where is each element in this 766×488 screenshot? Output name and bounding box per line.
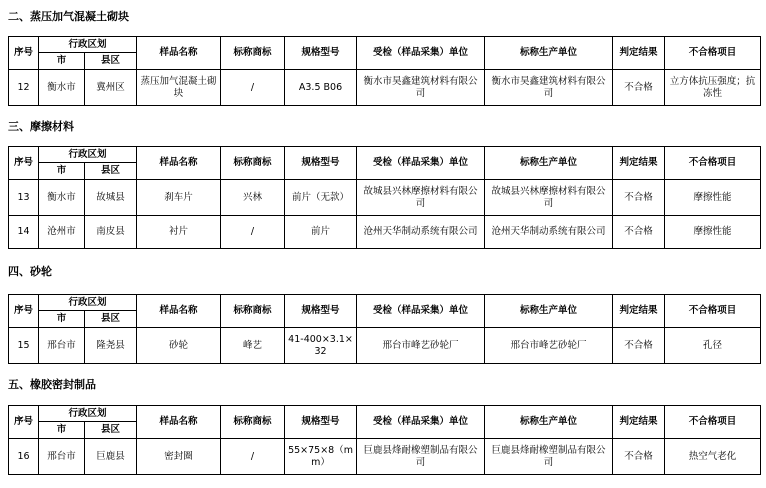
header-failed-item: 不合格项目 (665, 295, 761, 328)
header-county: 县区 (85, 311, 137, 328)
cell-failed-item: 立方体抗压强度；抗冻性 (665, 70, 761, 106)
cell-failed-item: 摩擦性能 (665, 216, 761, 249)
cell-city: 邢台市 (39, 439, 85, 475)
cell-manufacturer: 沧州天华制动系统有限公司 (485, 216, 613, 249)
cell-inspected-unit: 沧州天华制动系统有限公司 (357, 216, 485, 249)
header-failed-item: 不合格项目 (665, 406, 761, 439)
cell-seq: 12 (9, 70, 39, 106)
header-trademark: 标称商标 (221, 147, 285, 180)
cell-sample-name: 衬片 (137, 216, 221, 249)
header-trademark: 标称商标 (221, 37, 285, 70)
results-table (8, 405, 761, 475)
cell-seq: 15 (9, 328, 39, 364)
cell-failed-item: 摩擦性能 (665, 180, 761, 216)
header-city: 市 (39, 163, 85, 180)
cell-inspected-unit: 邢台市峰艺砂轮厂 (357, 328, 485, 364)
header-sample-name: 样品名称 (137, 37, 221, 70)
header-inspected-unit: 受检（样品采集）单位 (357, 295, 485, 328)
cell-city: 衡水市 (39, 180, 85, 216)
header-sample-name: 样品名称 (137, 406, 221, 439)
results-table (8, 294, 761, 364)
cell-trademark: / (221, 70, 285, 106)
header-trademark: 标称商标 (221, 406, 285, 439)
cell-county: 冀州区 (85, 70, 137, 106)
cell-judgment: 不合格 (613, 180, 665, 216)
cell-judgment: 不合格 (613, 328, 665, 364)
header-judgment: 判定结果 (613, 147, 665, 180)
results-table (8, 36, 761, 106)
cell-sample-name: 砂轮 (137, 328, 221, 364)
section-title: 四、砂轮 (8, 265, 52, 278)
table-row (9, 328, 761, 364)
cell-judgment: 不合格 (613, 439, 665, 475)
header-sample-name: 样品名称 (137, 295, 221, 328)
header-inspected-unit: 受检（样品采集）单位 (357, 147, 485, 180)
header-seq: 序号 (9, 295, 39, 328)
header-manufacturer: 标称生产单位 (485, 295, 613, 328)
header-failed-item: 不合格项目 (665, 147, 761, 180)
cell-manufacturer: 巨鹿县烽耐橡塑制品有限公司 (485, 439, 613, 475)
cell-county: 故城县 (85, 180, 137, 216)
cell-seq: 16 (9, 439, 39, 475)
header-region: 行政区划 (39, 37, 137, 53)
cell-judgment: 不合格 (613, 70, 665, 106)
header-seq: 序号 (9, 406, 39, 439)
header-judgment: 判定结果 (613, 406, 665, 439)
header-trademark: 标称商标 (221, 295, 285, 328)
cell-seq: 14 (9, 216, 39, 249)
cell-model: 前片 (285, 216, 357, 249)
cell-trademark: 峰艺 (221, 328, 285, 364)
cell-county: 隆尧县 (85, 328, 137, 364)
table-row (9, 216, 761, 249)
header-county: 县区 (85, 422, 137, 439)
header-city: 市 (39, 53, 85, 70)
header-model: 规格型号 (285, 147, 357, 180)
cell-failed-item: 孔径 (665, 328, 761, 364)
cell-trademark: / (221, 439, 285, 475)
header-judgment: 判定结果 (613, 295, 665, 328)
header-manufacturer: 标称生产单位 (485, 37, 613, 70)
cell-judgment: 不合格 (613, 216, 665, 249)
cell-trademark: / (221, 216, 285, 249)
header-region: 行政区划 (39, 406, 137, 422)
header-city: 市 (39, 311, 85, 328)
cell-county: 巨鹿县 (85, 439, 137, 475)
section-title: 二、蒸压加气混凝土砌块 (8, 10, 129, 23)
cell-inspected-unit: 巨鹿县烽耐橡塑制品有限公司 (357, 439, 485, 475)
header-judgment: 判定结果 (613, 37, 665, 70)
header-model: 规格型号 (285, 406, 357, 439)
cell-model: 前片（无款） (285, 180, 357, 216)
header-seq: 序号 (9, 147, 39, 180)
cell-manufacturer: 邢台市峰艺砂轮厂 (485, 328, 613, 364)
header-region: 行政区划 (39, 147, 137, 163)
section-title: 三、摩擦材料 (8, 120, 74, 133)
cell-model: A3.5 B06 (285, 70, 357, 106)
cell-manufacturer: 衡水市昊鑫建筑材料有限公司 (485, 70, 613, 106)
header-county: 县区 (85, 53, 137, 70)
cell-county: 南皮县 (85, 216, 137, 249)
cell-trademark: 兴林 (221, 180, 285, 216)
cell-failed-item: 热空气老化 (665, 439, 761, 475)
cell-manufacturer: 故城县兴林摩擦材料有限公司 (485, 180, 613, 216)
header-model: 规格型号 (285, 295, 357, 328)
header-model: 规格型号 (285, 37, 357, 70)
table-row (9, 70, 761, 106)
cell-inspected-unit: 衡水市昊鑫建筑材料有限公司 (357, 70, 485, 106)
table-row (9, 439, 761, 475)
header-city: 市 (39, 422, 85, 439)
cell-sample-name: 刹车片 (137, 180, 221, 216)
header-manufacturer: 标称生产单位 (485, 406, 613, 439)
results-table (8, 146, 761, 249)
header-inspected-unit: 受检（样品采集）单位 (357, 406, 485, 439)
header-region: 行政区划 (39, 295, 137, 311)
cell-seq: 13 (9, 180, 39, 216)
cell-model: 55×75×8（mm） (285, 439, 357, 475)
cell-model: 41-400×3.1×32 (285, 328, 357, 364)
header-inspected-unit: 受检（样品采集）单位 (357, 37, 485, 70)
header-county: 县区 (85, 163, 137, 180)
header-sample-name: 样品名称 (137, 147, 221, 180)
table-row (9, 180, 761, 216)
cell-sample-name: 蒸压加气混凝土砌块 (137, 70, 221, 106)
section-title: 五、橡胶密封制品 (8, 378, 96, 391)
cell-inspected-unit: 故城县兴林摩擦材料有限公司 (357, 180, 485, 216)
cell-city: 邢台市 (39, 328, 85, 364)
cell-city: 衡水市 (39, 70, 85, 106)
header-manufacturer: 标称生产单位 (485, 147, 613, 180)
cell-city: 沧州市 (39, 216, 85, 249)
header-seq: 序号 (9, 37, 39, 70)
cell-sample-name: 密封圈 (137, 439, 221, 475)
header-failed-item: 不合格项目 (665, 37, 761, 70)
